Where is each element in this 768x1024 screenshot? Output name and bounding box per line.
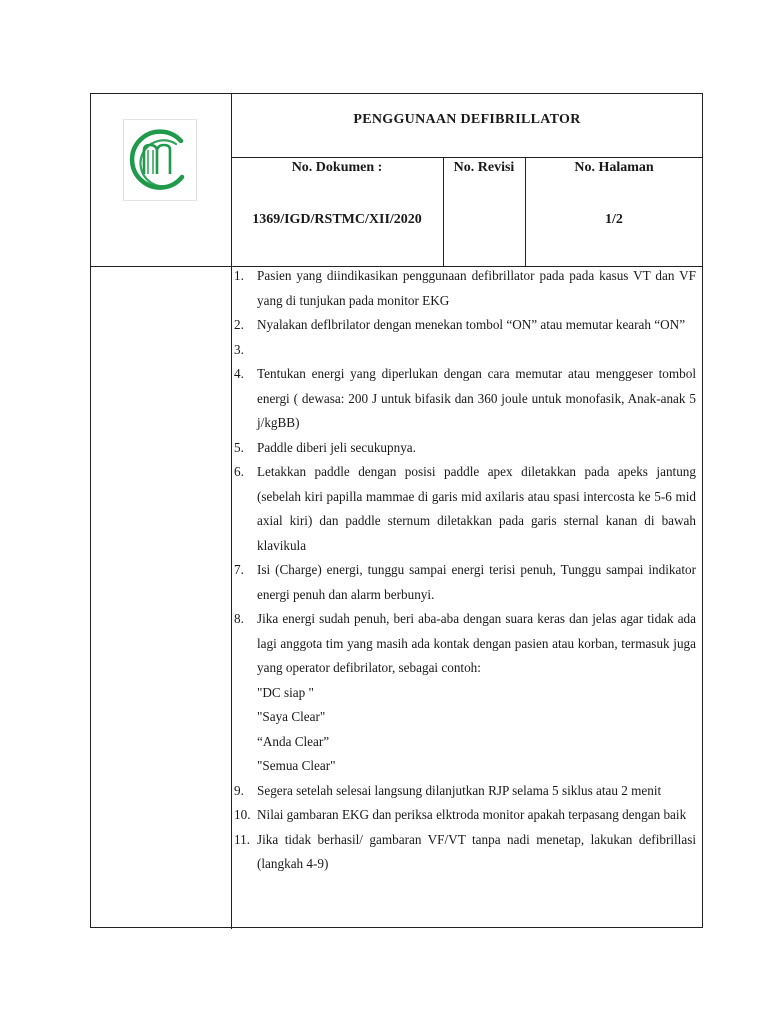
step-text: Jika energi sudah penuh, beri aba-aba dengan suara keras dan jelas agar tidak ada lagi anggota tim yang masih ada kontak dengan pasien atau korban, termasuk juga yang operator defibrilator, sebagai contoh: bbox=[257, 611, 696, 675]
step-text: Nyalakan deflbrilator dengan menekan tombol “ON” atau memutar kearah “ON” bbox=[257, 317, 686, 332]
example-quote: "DC siap " bbox=[257, 684, 314, 700]
step-item bbox=[234, 607, 696, 779]
document-number-value: 1369/IGD/RSTMC/XII/2020 bbox=[252, 212, 422, 227]
step-number: 11. bbox=[234, 831, 250, 847]
step-text: Pasien yang diindikasikan penggunaan defibrillator pada pada kasus VT dan VF yang di tunjukan pada monitor EKG bbox=[257, 268, 696, 308]
example-quote: "Semua Clear" bbox=[257, 758, 336, 773]
step-item bbox=[234, 558, 696, 607]
step-item bbox=[234, 779, 696, 804]
step-item bbox=[234, 338, 696, 363]
example-quote: "Saya Clear" bbox=[257, 709, 326, 724]
step-text: Letakkan paddle dengan posisi paddle apex diletakkan pada apeks jantung (sebelah kiri papilla mammae di garis mid axilaris atau spasi intercosta ke 5-6 mid axial kiri) dan paddle sternum diletakkan pada garis sternal kanan di bawah klavikula bbox=[257, 464, 696, 553]
example-quote: “Anda Clear” bbox=[257, 733, 330, 749]
step-number: 6. bbox=[234, 464, 244, 479]
step-number: 5. bbox=[234, 439, 244, 455]
step-item bbox=[234, 264, 696, 313]
hospital-logo bbox=[123, 119, 197, 201]
step-number: 4. bbox=[234, 366, 244, 381]
step-number: 10. bbox=[234, 807, 251, 822]
step-text: Nilai gambaran EKG dan periksa elktroda monitor apakah terpasang dengan baik bbox=[257, 807, 687, 822]
logo-cell bbox=[91, 94, 231, 266]
hospital-logo-icon bbox=[124, 120, 196, 200]
step-number: 8. bbox=[234, 611, 244, 626]
step-text: Segera setelah selesai langsung dilanjutkan RJP selama 5 siklus atau 2 menit bbox=[257, 782, 662, 798]
step-text: Tentukan energi yang diperlukan dengan cara memutar atau menggeser tombol energi ( dewasa: 200 J untuk bifasik dan 360 joule untuk monofasik, Anak-anak 5 j/kgBB) bbox=[257, 366, 696, 430]
page-number-label: No. Halaman bbox=[574, 160, 654, 175]
step-text: Isi (Charge) energi, tunggu sampai energi terisi penuh, Tunggu sampai indikator energi penuh dan alarm berbunyi. bbox=[257, 562, 696, 602]
step-item bbox=[234, 362, 696, 436]
step-number: 1. bbox=[234, 268, 244, 283]
document-title: PENGGUNAAN DEFIBRILLATOR bbox=[353, 112, 581, 127]
step-item bbox=[234, 460, 696, 558]
step-item bbox=[234, 313, 696, 338]
revision-label: No. Revisi bbox=[453, 160, 515, 175]
procedure-steps bbox=[234, 264, 696, 877]
step-item bbox=[234, 436, 696, 461]
title-row-divider bbox=[231, 157, 703, 158]
step-text: Paddle diberi jeli secukupnya. bbox=[257, 439, 416, 455]
document-number-label: No. Dokumen : bbox=[291, 160, 383, 175]
step-item bbox=[234, 828, 696, 877]
step-number: 3. bbox=[234, 341, 244, 357]
step-number: 7. bbox=[234, 562, 244, 577]
sop-table bbox=[90, 93, 703, 928]
page-number-value: 1/2 bbox=[605, 212, 623, 227]
step-number: 9. bbox=[234, 782, 244, 798]
step-number: 2. bbox=[234, 317, 244, 332]
step-item bbox=[234, 803, 696, 828]
step-text: Jika tidak berhasil/ gambaran VF/VT tanpa nadi menetap, lakukan defibrillasi (langkah 4-9) bbox=[257, 831, 696, 871]
